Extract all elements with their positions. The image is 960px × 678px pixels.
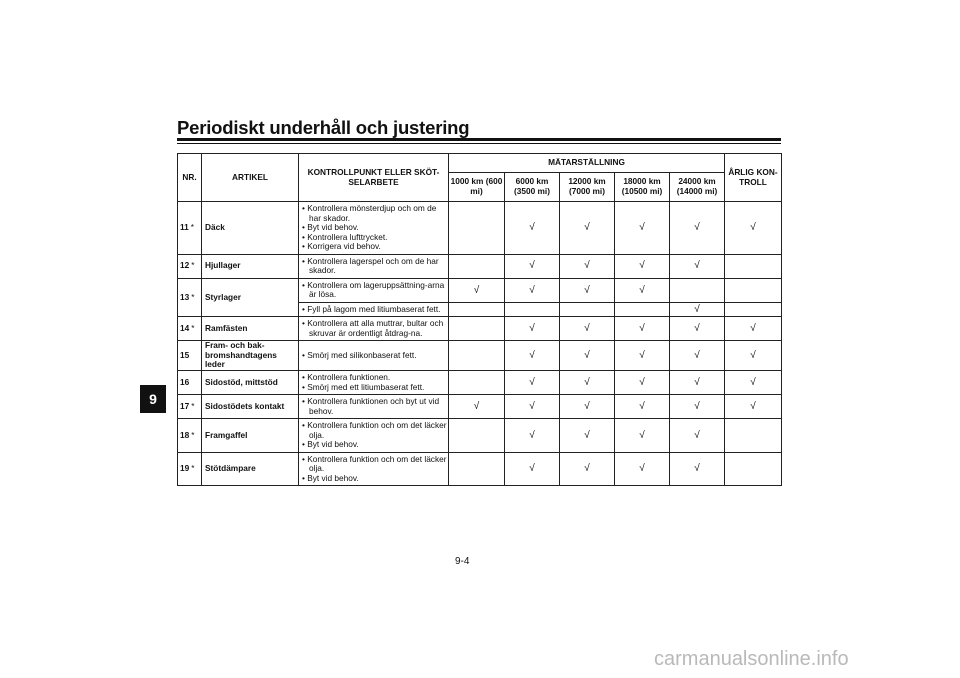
check-mark-icon: √ <box>639 429 645 441</box>
dealer-service-asterisk: * <box>191 429 195 440</box>
interval-check-cell <box>670 419 725 453</box>
check-mark-icon: √ <box>529 260 535 272</box>
table-row <box>178 370 782 394</box>
row-checkpoint <box>299 278 449 302</box>
checkpoint-line: • Korrigera vid behov. <box>302 241 381 252</box>
check-mark-icon: √ <box>529 284 535 296</box>
check-mark-icon: √ <box>584 323 590 335</box>
interval-check-cell <box>560 317 615 341</box>
checkpoint-line: • Kontrollera mönsterdjup och om de har skador. <box>302 203 437 223</box>
dealer-service-asterisk: * <box>191 291 195 302</box>
row-number <box>178 419 202 453</box>
title-rule-thick <box>177 138 781 141</box>
check-mark-icon: √ <box>529 429 535 441</box>
row-number <box>178 278 202 317</box>
interval-check-cell <box>449 419 505 453</box>
annual-check-cell <box>725 395 782 419</box>
annual-check-cell <box>725 341 782 371</box>
check-mark-icon: √ <box>694 222 700 234</box>
interval-check-cell <box>449 370 505 394</box>
page-number: 9-4 <box>455 556 470 567</box>
check-mark-icon: √ <box>694 400 700 412</box>
interval-check-cell <box>560 278 615 302</box>
checkpoint-line: • Kontrollera funktion och om det läcker olja. <box>302 420 447 440</box>
check-mark-icon: √ <box>639 323 645 335</box>
check-mark-icon: √ <box>529 349 535 361</box>
row-checkpoint <box>299 202 449 255</box>
interval-check-cell <box>505 317 560 341</box>
interval-check-cell <box>670 302 725 317</box>
interval-check-cell <box>615 370 670 394</box>
table-row <box>178 419 782 453</box>
annual-check-cell <box>725 278 782 302</box>
check-mark-icon: √ <box>473 400 480 412</box>
interval-check-cell <box>615 254 670 278</box>
row-item: Stötdämpare <box>202 452 299 486</box>
interval-check-cell <box>449 317 505 341</box>
interval-check-cell <box>615 395 670 419</box>
interval-check-cell <box>615 317 670 341</box>
dealer-service-asterisk: * <box>191 463 195 474</box>
checkpoint-line: • Byt vid behov. <box>302 472 359 483</box>
row-number-text: 17 <box>180 400 190 411</box>
interval-check-cell <box>505 419 560 453</box>
interval-check-cell <box>505 202 560 255</box>
interval-check-cell <box>670 452 725 486</box>
interval-check-cell <box>560 419 615 453</box>
check-mark-icon: √ <box>750 376 756 388</box>
col-header-interval: 6000 km (3500 mi) <box>505 173 560 202</box>
interval-check-cell <box>670 202 725 255</box>
row-item: Fram- och bak-bromshandtagens leder <box>202 341 299 371</box>
interval-check-cell <box>560 452 615 486</box>
row-number-text: 11 <box>180 222 189 233</box>
col-header-annual: ÅRLIG KON-TROLL <box>725 154 782 202</box>
row-number <box>178 452 202 486</box>
interval-check-cell <box>615 419 670 453</box>
annual-check-cell <box>725 302 782 317</box>
col-header-odometer: MÄTARSTÄLLNING <box>449 154 725 173</box>
row-item: Däck <box>202 202 299 255</box>
col-header-interval: 1000 km (600 mi) <box>449 173 505 202</box>
checkpoint-line: • Kontrollera lagerspel och om de har skador. <box>302 255 439 276</box>
row-item: Styrlager <box>202 278 299 317</box>
page-title: Periodiskt underhåll och justering <box>177 117 470 138</box>
checkpoint-line: • Kontrollera om lageruppsättning-arna är lösa. <box>302 279 445 300</box>
row-number-text: 15 <box>180 349 190 360</box>
check-mark-icon: √ <box>639 400 645 412</box>
table-row <box>178 317 782 341</box>
interval-check-cell <box>449 302 505 317</box>
row-item: Sidostöd, mittstöd <box>202 370 299 394</box>
interval-check-cell <box>560 395 615 419</box>
check-mark-icon: √ <box>473 284 480 296</box>
maintenance-table <box>177 153 782 486</box>
check-mark-icon: √ <box>529 222 535 234</box>
check-mark-icon: √ <box>694 463 700 475</box>
col-header-interval: 18000 km (10500 mi) <box>615 173 670 202</box>
table-row <box>178 202 782 255</box>
row-number <box>178 341 202 371</box>
interval-check-cell <box>560 370 615 394</box>
check-mark-icon: √ <box>694 429 700 441</box>
check-mark-icon: √ <box>584 349 590 361</box>
interval-check-cell <box>615 202 670 255</box>
check-mark-icon: √ <box>694 303 700 315</box>
check-mark-icon: √ <box>584 284 590 296</box>
interval-check-cell <box>670 317 725 341</box>
checkpoint-line: • Fyll på lagom med litiumbaserat fett. <box>302 303 441 314</box>
interval-check-cell <box>670 341 725 371</box>
interval-check-cell <box>615 278 670 302</box>
row-checkpoint <box>299 254 449 278</box>
title-rule-thin <box>177 143 781 144</box>
check-mark-icon: √ <box>694 323 700 335</box>
interval-check-cell <box>449 395 505 419</box>
interval-check-cell <box>505 395 560 419</box>
check-mark-icon: √ <box>639 463 645 475</box>
check-mark-icon: √ <box>529 323 535 335</box>
row-number <box>178 254 202 278</box>
row-item: Ramfästen <box>202 317 299 341</box>
row-number <box>178 317 202 341</box>
row-item: Sidostödets kontakt <box>202 395 299 419</box>
interval-check-cell <box>670 254 725 278</box>
row-number-text: 16 <box>180 376 190 387</box>
interval-check-cell <box>505 341 560 371</box>
check-mark-icon: √ <box>694 376 700 388</box>
check-mark-icon: √ <box>639 284 645 296</box>
annual-check-cell <box>725 419 782 453</box>
dealer-service-asterisk: * <box>191 400 195 411</box>
col-header-article: ARTIKEL <box>202 154 299 202</box>
interval-check-cell <box>505 278 560 302</box>
table-row <box>178 278 782 302</box>
check-mark-icon: √ <box>529 463 535 475</box>
checkpoint-line: • Kontrollera lufttrycket. <box>302 231 388 242</box>
checkpoint-line: • Kontrollera funktionen och byt ut vid behov. <box>302 396 440 416</box>
annual-check-cell <box>725 370 782 394</box>
annual-check-cell <box>725 254 782 278</box>
interval-check-cell <box>560 202 615 255</box>
check-mark-icon: √ <box>639 376 645 388</box>
table-row <box>178 452 782 486</box>
check-mark-icon: √ <box>584 260 590 272</box>
col-header-interval: 12000 km (7000 mi) <box>560 173 615 202</box>
row-checkpoint <box>299 370 449 394</box>
row-checkpoint <box>299 419 449 453</box>
col-header-interval: 24000 km (14000 mi) <box>670 173 725 202</box>
interval-check-cell <box>505 254 560 278</box>
row-number-text: 18 <box>180 429 190 440</box>
row-number-text: 13 <box>180 291 190 302</box>
col-header-check: KONTROLLPUNKT ELLER SKÖT-SELARBETE <box>299 154 449 202</box>
interval-check-cell <box>505 370 560 394</box>
check-mark-icon: √ <box>750 323 756 335</box>
chapter-tab: 9 <box>140 385 166 413</box>
checkpoint-line: • Byt vid behov. <box>302 222 359 233</box>
checkpoint-line: • Smörj med silikonbaserat fett. <box>302 349 417 360</box>
row-checkpoint <box>299 317 449 341</box>
row-number <box>178 370 202 394</box>
annual-check-cell <box>725 317 782 341</box>
check-mark-icon: √ <box>584 222 590 234</box>
check-mark-icon: √ <box>750 400 756 412</box>
dealer-service-asterisk: * <box>191 323 195 334</box>
interval-check-cell <box>449 278 505 302</box>
checkpoint-line: • Kontrollera att alla muttrar, bultar och skruvar är ordentligt åtdrag-na. <box>302 318 444 338</box>
row-number-text: 12 <box>180 260 190 271</box>
interval-check-cell <box>670 395 725 419</box>
interval-check-cell <box>505 302 560 317</box>
table-row <box>178 395 782 419</box>
row-checkpoint <box>299 452 449 486</box>
table-row <box>178 341 782 371</box>
dealer-service-asterisk: * <box>190 222 195 233</box>
interval-check-cell <box>560 302 615 317</box>
checkpoint-line: • Smörj med ett litiumbaserat fett. <box>302 381 425 392</box>
check-mark-icon: √ <box>694 260 700 272</box>
check-mark-icon: √ <box>750 349 756 361</box>
check-mark-icon: √ <box>529 376 535 388</box>
check-mark-icon: √ <box>529 400 535 412</box>
check-mark-icon: √ <box>639 260 645 272</box>
checkpoint-line: • Byt vid behov. <box>302 439 359 450</box>
check-mark-icon: √ <box>694 349 700 361</box>
interval-check-cell <box>560 254 615 278</box>
interval-check-cell <box>449 341 505 371</box>
row-number <box>178 395 202 419</box>
interval-check-cell <box>505 452 560 486</box>
interval-check-cell <box>670 278 725 302</box>
dealer-service-asterisk: * <box>191 260 195 271</box>
annual-check-cell <box>725 452 782 486</box>
row-number <box>178 202 202 255</box>
table-row <box>178 254 782 278</box>
check-mark-icon: √ <box>584 429 590 441</box>
check-mark-icon: √ <box>584 376 590 388</box>
interval-check-cell <box>615 341 670 371</box>
interval-check-cell <box>670 370 725 394</box>
watermark: carmanualsonline.info <box>654 648 849 670</box>
checkpoint-line: • Kontrollera funktionen. <box>302 371 391 382</box>
row-number-text: 19 <box>180 463 190 474</box>
row-item: Framgaffel <box>202 419 299 453</box>
interval-check-cell <box>449 202 505 255</box>
row-checkpoint <box>299 395 449 419</box>
interval-check-cell <box>449 254 505 278</box>
row-checkpoint <box>299 302 449 317</box>
row-item: Hjullager <box>202 254 299 278</box>
interval-check-cell <box>449 452 505 486</box>
interval-check-cell <box>560 341 615 371</box>
interval-check-cell <box>615 452 670 486</box>
interval-check-cell <box>615 302 670 317</box>
check-mark-icon: √ <box>584 400 590 412</box>
check-mark-icon: √ <box>750 222 756 234</box>
annual-check-cell <box>725 202 782 255</box>
checkpoint-line: • Kontrollera funktion och om det läcker olja. <box>302 453 447 474</box>
check-mark-icon: √ <box>584 463 590 475</box>
col-header-nr: NR. <box>178 154 202 202</box>
row-number-text: 14 <box>180 323 190 334</box>
check-mark-icon: √ <box>639 349 645 361</box>
check-mark-icon: √ <box>639 222 645 234</box>
row-checkpoint <box>299 341 449 371</box>
